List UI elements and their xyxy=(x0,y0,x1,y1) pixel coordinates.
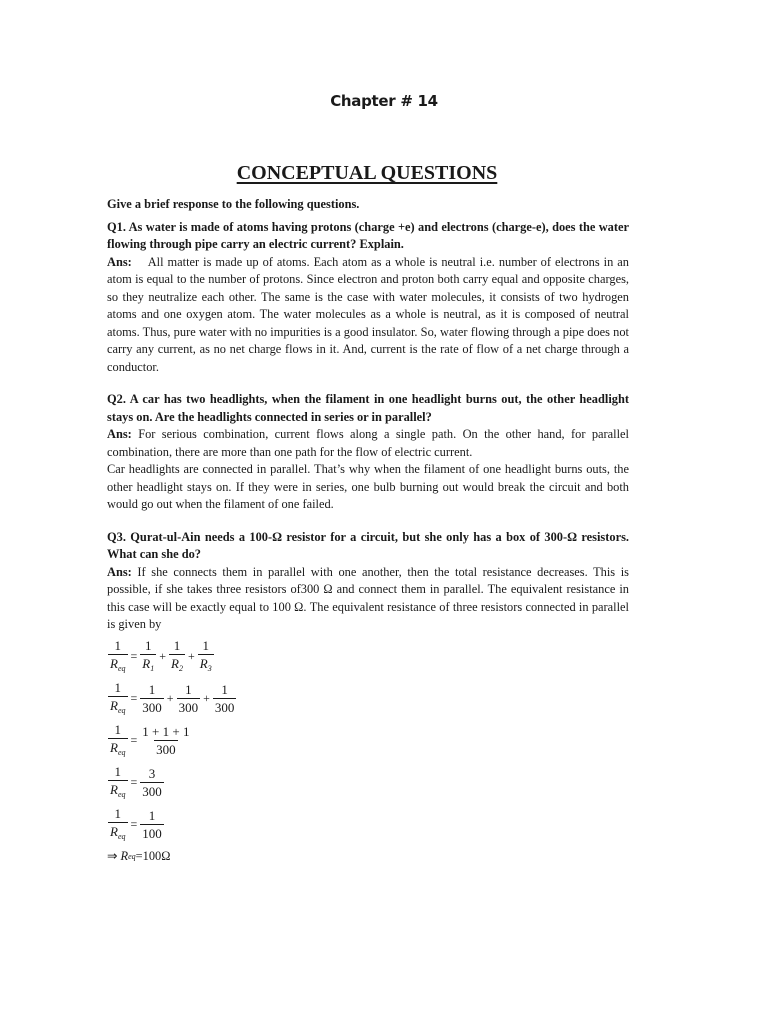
answer-2-continued: Car headlights are connected in parallel. That’s why when the filament of one headlight burns outs, the other headlight stays on. If they were in series, one bulb burning out would break the circuit and both would go out when the filament of one failed. xyxy=(107,462,629,511)
answer-1-text: All matter is made up of atoms. Each atom as a whole is neutral i.e. number of electrons in an atom is equal to the number of protons. Since electron and proton both carry equal and opposite charges, so they neutralize each other. The same is the case with water molecules, it consists of two hydrogen atoms and one oxygen atom. The water molecules as a whole is neutral, as it is composed of neutral atoms. Thus, pure water with no impurities is a good insulator. So, water flowing through a pipe does not carry any current, as no net charge flows in it. And, current is the rate of flow of a net charge through a conductor. xyxy=(107,254,629,374)
chapter-heading: Chapter # 14 xyxy=(330,92,438,110)
equation-2: $\frac{1}{R_{eq}}$ = $\frac{1}{300}$ + $\frac{1}{300}$ + $\frac{1}{300}$ xyxy=(107,678,629,720)
answer-2-text: For serious combination, current flows along a single path. On the other hand, for parallel combination, there are more than one path for the flow of electric current. xyxy=(107,427,629,459)
ans-label: Ans: xyxy=(107,254,132,269)
section-title: CONCEPTUAL QUESTIONS xyxy=(236,162,498,184)
final-value: =100Ω xyxy=(135,848,171,863)
answer-1 xyxy=(107,254,629,377)
ans-label: Ans: xyxy=(107,427,132,441)
equation-4: $\frac{1}{R_{eq}}$ = $\frac{3}{300}$ xyxy=(107,762,629,804)
question-1: Q1. As water is made of atoms having protons (charge +e) and electrons (charge-e), does the water flowing through pipe carry an electric current? Explain. xyxy=(107,219,629,251)
questions-body xyxy=(107,196,629,868)
final-result: ⇒ R eq =100Ω xyxy=(107,846,629,868)
intro-text: Give a brief response to the following questions. xyxy=(107,197,360,211)
equation-5: $\frac{1}{R_{eq}}$ = $\frac{1}{100}$ xyxy=(107,804,629,846)
question-3: Q3. Qurat-ul-Ain needs a 100-Ω resistor for a circuit, but she only has a box of 300-Ω resistors. What can she do? xyxy=(107,529,629,561)
equations-block xyxy=(107,636,629,868)
question-2: Q2. A car has two headlights, when the filament in one headlight burns out, the other headlight stays on. Are the headlights connected in series or in parallel? xyxy=(107,392,629,424)
answer-3 xyxy=(107,564,629,634)
answer-2 xyxy=(107,426,629,461)
ans-label: Ans: xyxy=(107,564,132,579)
implies-arrow-icon: ⇒ xyxy=(107,848,118,863)
equation-1: $\frac{1}{R_{eq}}$ = $\frac{1}{R_1}$ + $\frac{1}{R_2}$ + $\frac{1}{R_3}$ xyxy=(107,636,629,678)
equation-3: $\frac{1}{R_{eq}}$ = $\frac{1 + 1 + 1}{300}$ xyxy=(107,720,629,762)
answer-3-text: If she connects them in parallel with one another, then the total resistance decreases. This is possible, if she takes three resistors of300 Ω and connect them in parallel. The equivalent resistance in this case will be exactly equal to 100 Ω. The equivalent resistance of three resistors connected in parallel is given by xyxy=(107,564,629,631)
